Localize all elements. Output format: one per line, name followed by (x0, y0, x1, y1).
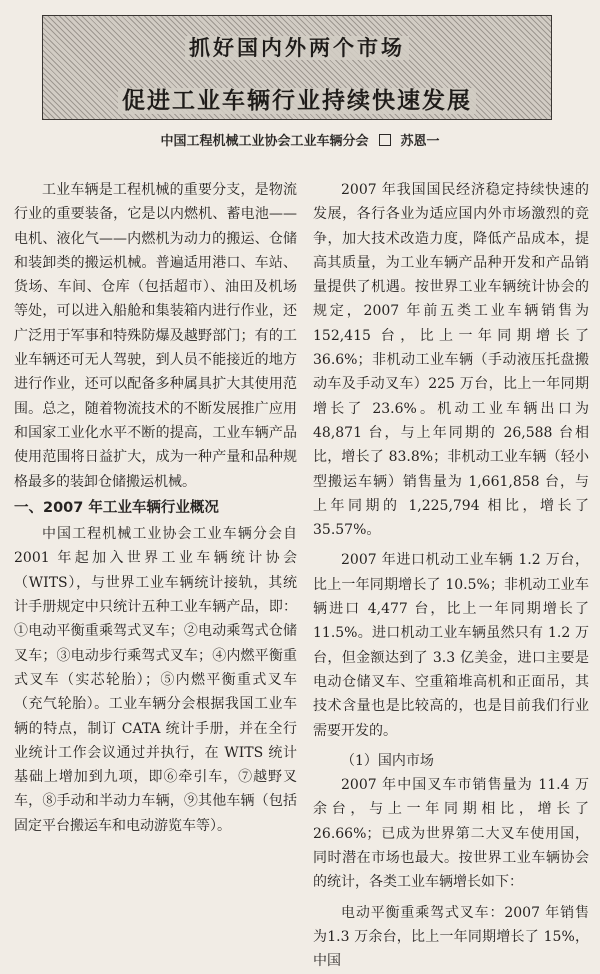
byline-organization: 中国工程机械工业协会工业车辆分会 (160, 134, 369, 149)
import-paragraph: 2007 年进口机动工业车辆 1.2 万台，比上一年同期增长了 10.5%；非机动工业车辆进口 4,477 台，比上一年同期增长了 11.5%。进口机动工业车辆虽然只有 1.2 万台，但金额达到了 3.3 亿美金，进口主要是电动仓储叉车、空重箱堆高机和正面吊，其技术含量也是比较高的，也是目前我们行业需要开发的。 (313, 552, 589, 739)
electric-forklift-paragraph: 电动平衡重乘驾式叉车：2007 年销售为1.3 万余台，比上一年同期增长了 15%，中国 (313, 904, 589, 970)
domestic-market-paragraph: 2007 年中国叉车市销售量为 11.4 万余台，与上一年同期相比，增长了 26.66%；已成为世界第二大叉车使用国，同时潜在市场也最大。按世界工业车辆协会的统计，各类工业车辆增长如下： (313, 777, 589, 891)
left-column (14, 178, 297, 838)
wits-paragraph: 中国工程机械工业协会工业车辆分会自2001 年起加入世界工业车辆统计协会（WITS），与世界工业车辆统计接轨，其统计手册规定中只统计五种工业车辆产品，即：①电动平衡重乘驾式叉车；②电动乘驾式仓储叉车；③电动步行乘驾式叉车；④内燃平衡重式叉车（实芯轮胎）；⑤内燃平衡重式叉车（充气轮胎）。工业车辆分会根据我国工业车辆的特点，制订 CATA 统计手册，并在全行业统计工作会议通过并执行，在 WITS 统计基础上增加到九项，即⑥牵引车，⑦越野叉车，⑧手动和半动力车辆，⑨其他车辆（包括固定平台搬运车和电动游览车等）。 (14, 526, 297, 834)
article-title-line1: 抓好国内外两个市场 (43, 32, 551, 62)
sales-paragraph: 2007 年我国国民经济稳定持续快速的发展，各行各业为适应国内外市场激烈的竞争，加大技术改造力度，降低产品成本，提高其质量，为工业车辆产品种开发和产品销量提供了机遇。按世界工业车辆统计协会的规定，2007 年前五类工业车辆销售为 152,415 台，比上一年同期增长了 36.6%；非机动工业车辆（手动液压托盘搬动车及手动叉车）225 万台，比上一年同期增长了 23.6%。机动工业车辆出口为 48,871 台，与上年同期的 26,588 台相比，增长了 83.8%；非机动工业车辆（轻小型搬运车辆）销售量为 1,661,858 台，与上年同期的 1,225,794 相比，增长了 35.57%。 (313, 182, 589, 539)
right-column (313, 178, 589, 974)
byline-author: 苏恩一 (400, 134, 440, 149)
domestic-market-heading: （1）国内市场 (341, 752, 434, 769)
article-title-line2: 促进工业车辆行业持续快速发展 (43, 82, 551, 115)
section-heading: 一、2007 年工业车辆行业概况 (14, 499, 219, 516)
intro-paragraph: 工业车辆是工程机械的重要分支，是物流行业的重要装备，它是以内燃机、蓄电池——电机、液化气——内燃机为动力的搬运、仓储和装卸类的搬运机械。普遍适用港口、车站、货场、车间、仓库（包括超市）、油田及机场等处，可以进入船舱和集装箱内进行作业，还广泛用于军事和特殊防爆及越野部门；有的工业车辆还可无人驾驶，到人员不能接近的地方进行作业，还可以配备多种属具扩大其使用范围。总之，随着物流技术的不断发展推广应用和国家工业化水平不断的提高，工业车辆产品使用范围将日益扩大，成为一种产量和品种规格最多的装卸仓储搬运机械。 (14, 182, 297, 490)
title-banner (42, 15, 552, 120)
byline (0, 130, 600, 149)
square-separator-icon (379, 134, 391, 146)
